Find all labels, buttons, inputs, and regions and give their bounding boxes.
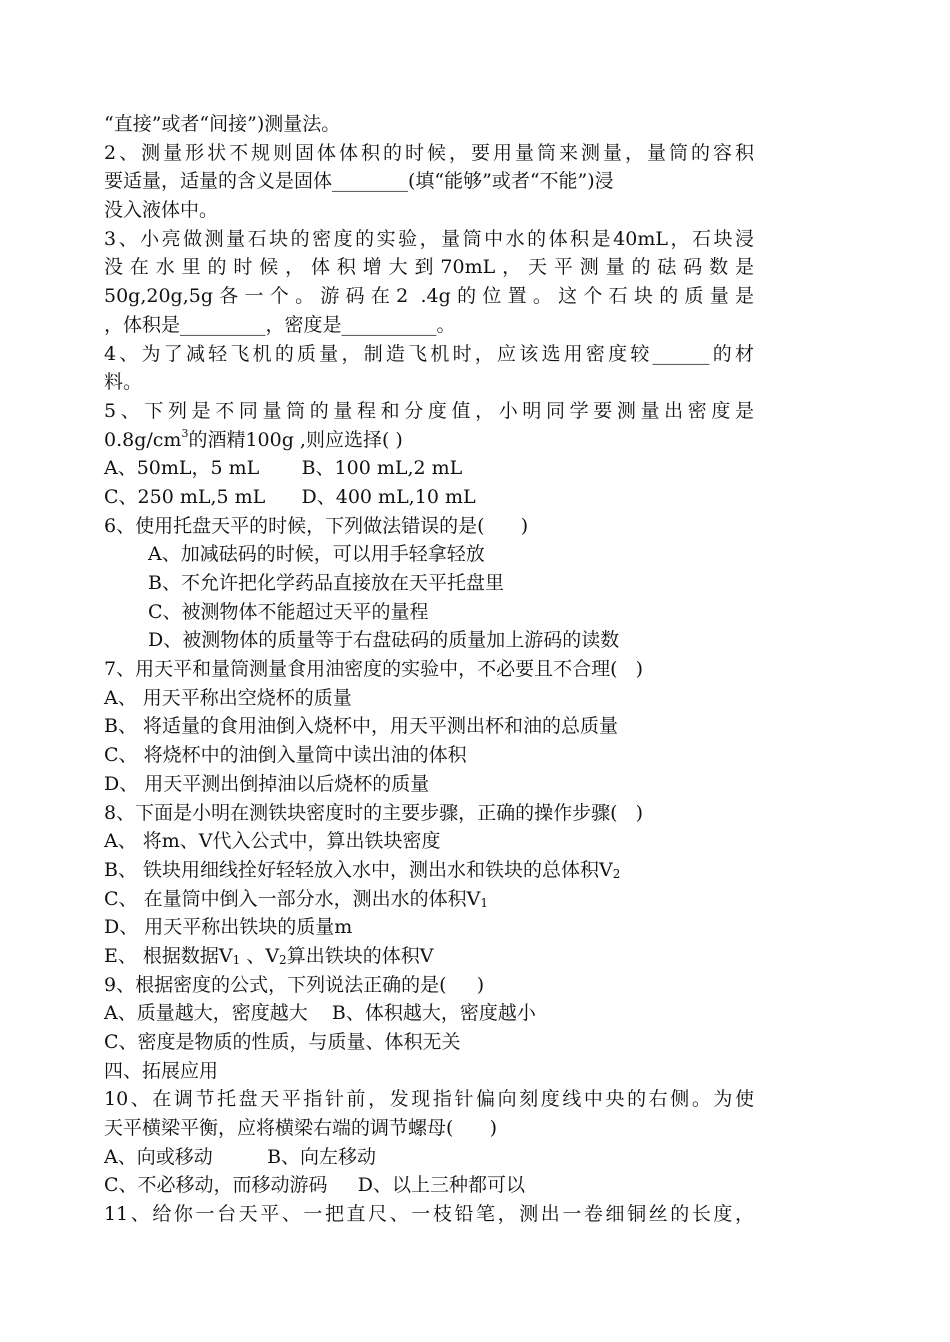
question-9-line: 9、根据密度的公式，下列说法正确的是( ): [104, 973, 485, 996]
text-run: 算出铁块的体积V: [286, 944, 434, 967]
question-5-option-line: C、250 mL,5 mL D、400 mL,10 mL: [104, 485, 476, 508]
question-6-line: 6、使用托盘天平的时候，下列做法错误的是( ): [104, 514, 529, 537]
question-10-line: 10、在调节托盘天平指针前，发现指针偏向刻度线中央的右侧。为使: [104, 1088, 754, 1111]
section-heading: 四、拓展应用: [104, 1059, 219, 1082]
question-7-option: D、 用天平测出倒掉油以后烧杯的质量: [104, 772, 430, 795]
subscript: 2: [279, 952, 287, 967]
question-5-option-line: A、50mL，5 mL B、100 mL,2 mL: [104, 457, 463, 480]
question-6-option: B、不允许把化学药品直接放在天平托盘里: [148, 572, 504, 594]
text-run: 、V: [240, 944, 280, 967]
question-8-line: 8、下面是小明在测铁块密度时的主要步骤，正确的操作步骤( ): [104, 801, 644, 824]
question-3-line: ，体积是_________，密度是__________。: [104, 313, 456, 336]
subscript: 1: [480, 895, 488, 910]
question-9-option-line: A、质量越大，密度越大 B、体积越大，密度越小: [104, 1002, 536, 1025]
question-6-option: A、加减砝码的时候，可以用手轻拿轻放: [148, 543, 485, 566]
superscript: 3: [181, 427, 189, 441]
question-2-line: 要适量，适量的含义是固体________(填“能够”或者“不能”)浸: [104, 170, 614, 193]
question-7-option: C、 将烧杯中的油倒入量筒中读出油的体积: [104, 744, 467, 767]
question-3-line: 没在水里的时候，体积增大到70mL，天平测量的砝码数是: [104, 256, 754, 279]
question-8-option: [104, 885, 754, 914]
subscript: 2: [612, 866, 621, 881]
question-8-option: A、 将m、V代入公式中，算出铁块密度: [104, 830, 441, 853]
text-line: “直接”或者“间接”)测量法。: [104, 113, 341, 135]
text-run: E、 根据数据V: [104, 944, 233, 967]
question-7-option: A、 用天平称出空烧杯的质量: [104, 686, 352, 709]
question-8-option: D、 用天平称出铁块的质量m: [104, 916, 353, 939]
question-3-line: 3、小亮做测量石块的密度的实验，量筒中水的体积是40mL，石块浸: [104, 227, 754, 250]
text-run: 的酒精100g ,则应选择( ): [188, 428, 403, 451]
question-5-line: 5、下列是不同量筒的量程和分度值，小明同学要测量出密度是: [104, 399, 754, 422]
subscript: 1: [232, 952, 241, 967]
text-run: B、 铁块用细线拴好轻轻放入水中，测出水和铁块的总体积V: [104, 858, 613, 881]
question-9-option-line: C、密度是物质的性质，与质量、体积无关: [104, 1031, 461, 1053]
question-10-line: 天平横梁平衡，应将横梁右端的调节螺母( ): [104, 1117, 498, 1140]
question-2-line: 没入液体中。: [104, 199, 219, 222]
question-3-line: 50g,20g,5g各一个。游码在2 .4g的位置。这个石块的质量是: [104, 285, 754, 308]
question-8-option: [104, 856, 754, 885]
question-6-option: C、被测物体不能超过天平的量程: [148, 600, 429, 623]
question-6-option: D、被测物体的质量等于右盘砝码的质量加上游码的读数: [148, 629, 620, 652]
question-4-line: 料。: [104, 371, 143, 394]
question-7-line: 7、用天平和量筒测量食用油密度的实验中，不必要且不合理( ): [104, 658, 644, 681]
question-5-line: [104, 426, 754, 455]
question-11-line: 11、给你一台天平、一把直尺、一枝铅笔，测出一卷细铜丝的长度，: [104, 1203, 754, 1226]
question-7-option: B、 将适量的食用油倒入烧杯中，用天平测出杯和油的总质量: [104, 715, 619, 738]
question-2-line: 2、测量形状不规则固体体积的时候，要用量筒来测量，量筒的容积: [104, 141, 754, 164]
text-run: C、 在量筒中倒入一部分水，测出水的体积V: [104, 887, 481, 910]
text-run: 0.8g/cm: [104, 428, 182, 451]
question-10-option-line: A、向或移动 B、向左移动: [104, 1145, 377, 1168]
exercise-text: [104, 110, 754, 1229]
question-4-line: 4、为了减轻飞机的质量，制造飞机时，应该选用密度较______的材: [104, 342, 754, 365]
question-8-option: [104, 942, 754, 971]
question-10-option-line: C、不必移动，而移动游码 D、以上三种都可以: [104, 1174, 525, 1197]
